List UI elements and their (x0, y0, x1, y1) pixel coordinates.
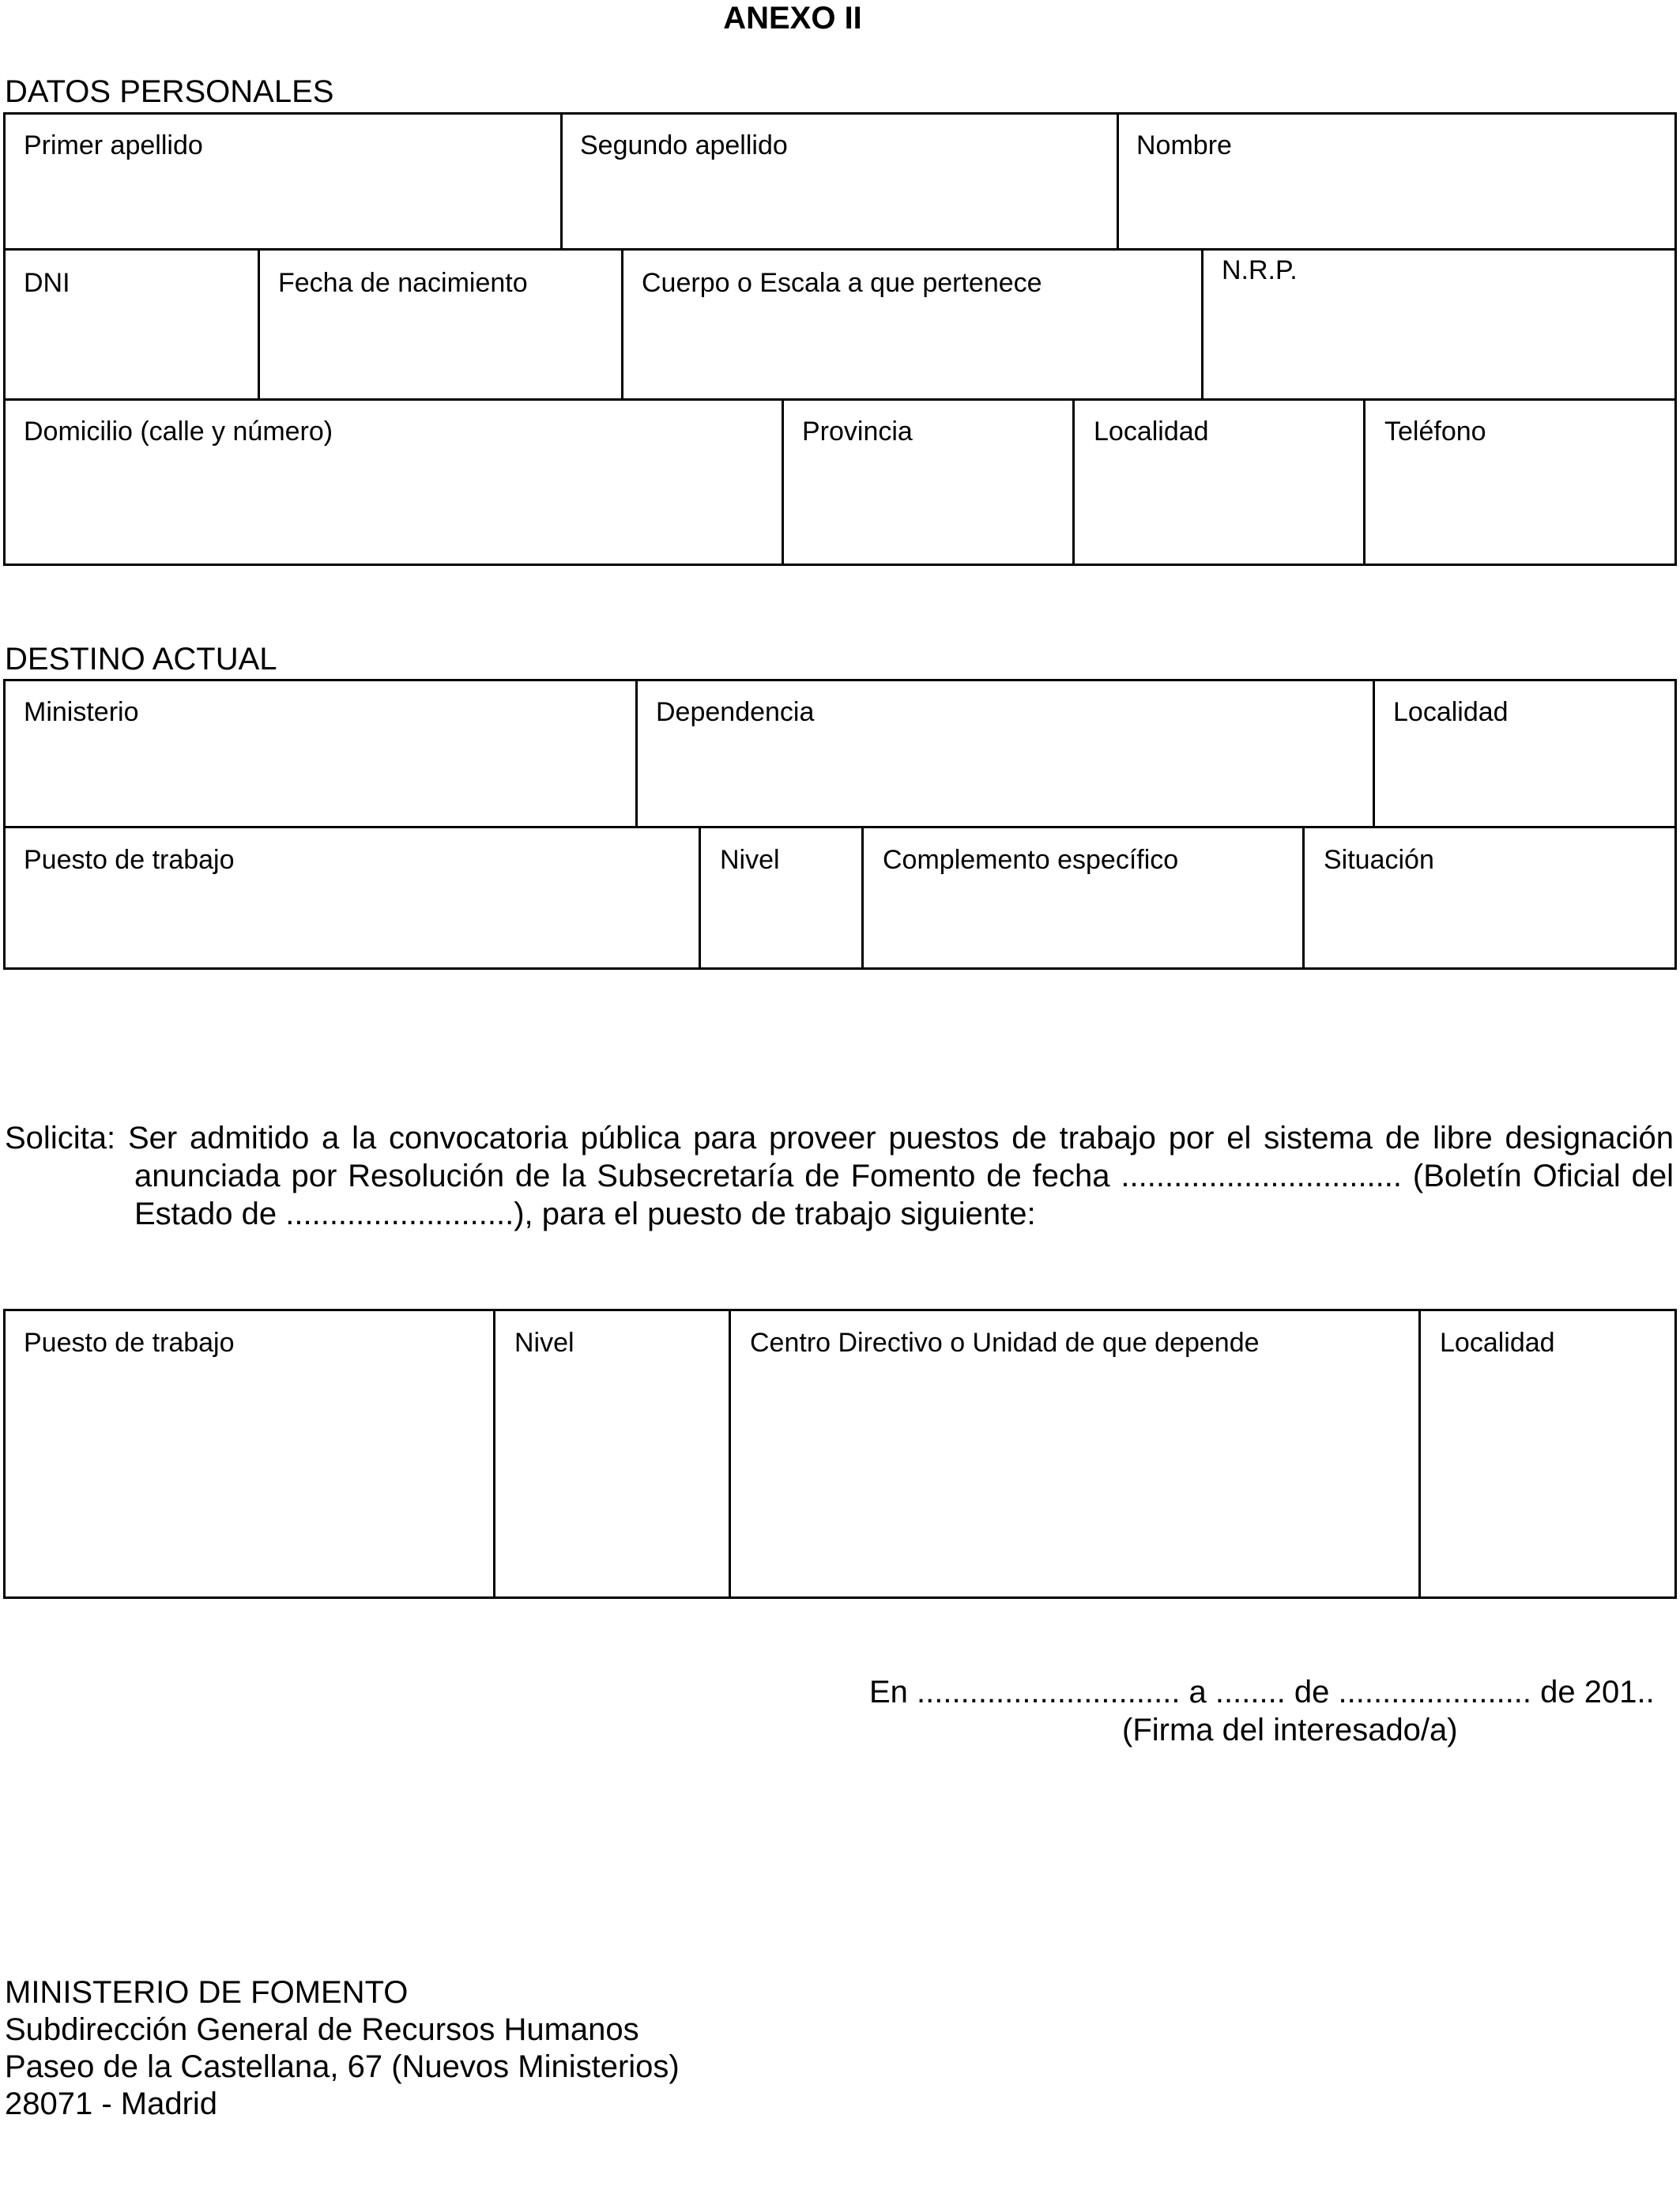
field-label-localidad-solicitada: Localidad (1440, 1328, 1555, 1358)
solicita-line-1: Ser admitido a la convocatoria pública para proveer puestos de trabajo por el sistema de libre designación (128, 1121, 1674, 1155)
cell-divider (782, 399, 784, 565)
cell-divider (699, 827, 701, 969)
row-divider (3, 248, 1677, 251)
field-label-segundo-apellido: Segundo apellido (580, 130, 788, 160)
field-label-dependencia: Dependencia (656, 697, 815, 727)
section-heading-datos-personales: DATOS PERSONALES (5, 74, 334, 109)
address-line-1: MINISTERIO DE FOMENTO (5, 1975, 409, 2010)
cell-divider (1363, 399, 1365, 565)
cell-divider (1302, 827, 1305, 969)
field-label-situacion: Situación (1324, 845, 1434, 875)
field-label-telefono: Teléfono (1384, 417, 1486, 447)
datos-personales-table (3, 112, 1677, 566)
field-label-puesto-solicitado: Puesto de trabajo (24, 1328, 235, 1358)
address-line-3: Paseo de la Castellana, 67 (Nuevos Ministerios) (5, 2049, 680, 2084)
cell-divider (861, 827, 864, 969)
field-label-dni: DNI (24, 268, 70, 298)
field-label-nivel-solicitado: Nivel (514, 1328, 574, 1358)
cell-divider (1117, 112, 1119, 250)
cell-divider (635, 679, 638, 827)
field-label-primer-apellido: Primer apellido (24, 130, 203, 160)
cell-divider (621, 249, 623, 400)
field-label-nombre: Nombre (1136, 130, 1232, 160)
cell-divider (493, 1309, 495, 1599)
field-label-domicilio: Domicilio (calle y número) (24, 417, 333, 447)
address-line-4: 28071 - Madrid (5, 2087, 218, 2121)
solicita-line-2: anunciada por Resolución de la Subsecretaría de Fomento de fecha ................................ (Boletín Oficial del (134, 1159, 1674, 1193)
row-divider (3, 826, 1677, 828)
field-label-fecha-nacimiento: Fecha de nacimiento (278, 268, 528, 298)
cell-divider (1373, 679, 1375, 827)
field-label-cuerpo-escala: Cuerpo o Escala a que pertenece (642, 268, 1042, 298)
signature-place-date: En .............................. a ........ de ...................... de 201.. (869, 1675, 1655, 1710)
cell-divider (258, 249, 260, 400)
cell-divider (1201, 249, 1203, 400)
cell-divider (729, 1309, 731, 1599)
field-label-provincia: Provincia (802, 417, 913, 447)
address-line-2: Subdirección General de Recursos Humanos (5, 2012, 639, 2047)
cell-divider (560, 112, 563, 250)
field-label-nivel: Nivel (720, 845, 780, 875)
field-label-puesto-trabajo: Puesto de trabajo (24, 845, 235, 875)
field-label-centro-directivo: Centro Directivo o Unidad de que depende (750, 1328, 1260, 1358)
field-label-localidad: Localidad (1094, 417, 1209, 447)
solicita-prefix: Solicita: (5, 1121, 116, 1155)
solicita-line-3: Estado de ..........................), para el puesto de trabajo siguiente: (134, 1197, 1036, 1231)
solicita-paragraph (5, 1119, 1674, 1238)
section-heading-destino-actual: DESTINO ACTUAL (5, 642, 277, 677)
row-divider (3, 398, 1677, 401)
cell-divider (1072, 399, 1075, 565)
field-label-localidad-destino: Localidad (1393, 697, 1509, 727)
signature-label: (Firma del interesado/a) (1122, 1713, 1458, 1747)
field-label-ministerio: Ministerio (24, 697, 139, 727)
field-label-nrp: N.R.P. (1222, 255, 1298, 285)
cell-divider (1418, 1309, 1421, 1599)
field-label-complemento-especifico: Complemento específico (883, 845, 1179, 875)
page-title: ANEXO II (723, 1, 862, 36)
